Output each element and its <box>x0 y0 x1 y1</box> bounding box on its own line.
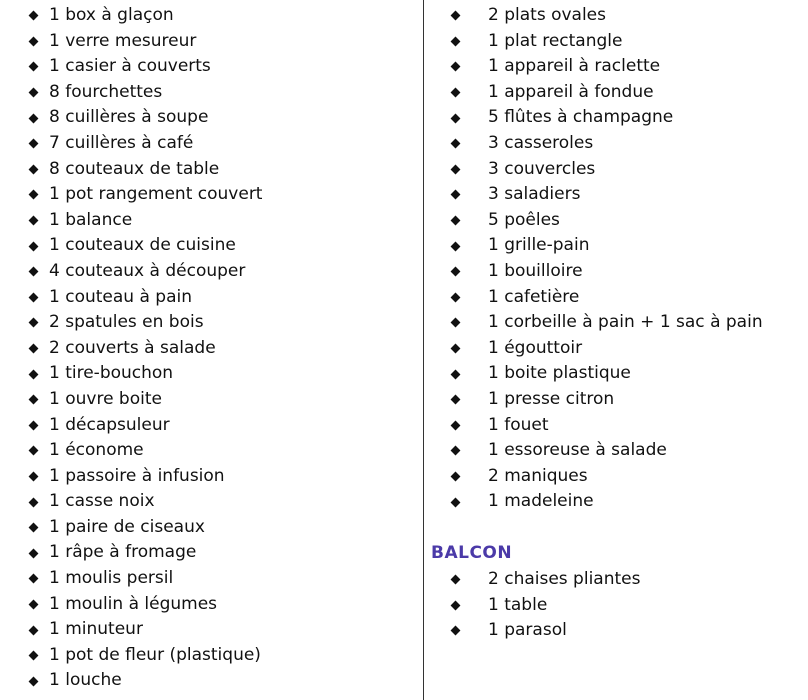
diamond-bullet-icon <box>451 190 461 200</box>
list-item-label: 1 cafetière <box>488 286 580 307</box>
diamond-bullet-icon <box>29 164 39 174</box>
list-item <box>448 593 640 619</box>
list-item <box>448 208 763 234</box>
list-item-label: 1 couteau à pain <box>49 286 192 307</box>
list-item <box>448 233 763 259</box>
list-item-label: 1 pot de fleur (plastique) <box>49 644 261 665</box>
list-item <box>26 182 262 208</box>
diamond-bullet-icon <box>29 318 39 328</box>
diamond-bullet-icon <box>451 626 461 636</box>
list-item <box>448 3 763 29</box>
list-item <box>26 464 262 490</box>
list-item-label: 1 ouvre boite <box>49 388 162 409</box>
list-item <box>448 618 640 644</box>
diamond-bullet-icon <box>451 11 461 21</box>
list-item <box>26 3 262 29</box>
list-item <box>26 489 262 515</box>
list-item <box>26 80 262 106</box>
list-item <box>448 80 763 106</box>
diamond-bullet-icon <box>451 575 461 585</box>
list-item <box>26 668 262 694</box>
list-item <box>448 336 763 362</box>
list-item-label: 7 cuillères à café <box>49 132 194 153</box>
diamond-bullet-icon <box>29 497 39 507</box>
list-item <box>448 105 763 131</box>
list-item <box>26 361 262 387</box>
list-item-label: 3 casseroles <box>488 132 594 153</box>
list-item-label: 2 maniques <box>488 465 588 486</box>
diamond-bullet-icon <box>451 395 461 405</box>
list-item-label: 1 décapsuleur <box>49 414 170 435</box>
list-item <box>448 29 763 55</box>
list-item <box>448 464 763 490</box>
list-item-label: 8 fourchettes <box>49 81 163 102</box>
diamond-bullet-icon <box>451 420 461 430</box>
list-item-label: 1 parasol <box>488 620 567 641</box>
diamond-bullet-icon <box>29 625 39 635</box>
list-item-label: 1 moulis persil <box>49 568 174 589</box>
list-item <box>26 157 262 183</box>
diamond-bullet-icon <box>451 497 461 507</box>
list-item <box>26 643 262 669</box>
list-item-label: 1 boite plastique <box>488 363 631 384</box>
list-item <box>26 515 262 541</box>
list-item-label: 1 paire de ciseaux <box>49 516 205 537</box>
list-item-label: 1 presse citron <box>488 388 615 409</box>
list-item <box>448 182 763 208</box>
diamond-bullet-icon <box>451 164 461 174</box>
list-item-label: 2 plats ovales <box>488 5 606 25</box>
diamond-bullet-icon <box>29 523 39 533</box>
list-item <box>26 208 262 234</box>
list-item-label: 5 poêles <box>488 209 560 230</box>
list-item <box>26 617 262 643</box>
list-item-label: 2 chaises pliantes <box>488 569 641 589</box>
list-item <box>26 413 262 439</box>
diamond-bullet-icon <box>451 446 461 456</box>
list-item-label: 1 balance <box>49 209 133 230</box>
diamond-bullet-icon <box>451 241 461 251</box>
list-item <box>448 131 763 157</box>
list-item <box>448 567 640 593</box>
diamond-bullet-icon <box>451 369 461 379</box>
diamond-bullet-icon <box>29 446 39 456</box>
diamond-bullet-icon <box>451 292 461 302</box>
diamond-bullet-icon <box>29 241 39 251</box>
list-item <box>26 285 262 311</box>
list-item-label: 1 râpe à fromage <box>49 542 197 563</box>
diamond-bullet-icon <box>29 676 39 686</box>
list-item <box>26 131 262 157</box>
list-item-label: 1 appareil à fondue <box>488 81 654 102</box>
list-item-label: 1 casier à couverts <box>49 56 211 77</box>
list-item-label: 1 louche <box>49 670 122 691</box>
list-item-label: 1 madeleine <box>488 491 594 512</box>
list-item-label: 8 cuillères à soupe <box>49 107 209 128</box>
list-item <box>26 259 262 285</box>
left-inventory-list <box>26 3 262 694</box>
list-item-label: 1 passoire à infusion <box>49 465 225 486</box>
diamond-bullet-icon <box>29 600 39 610</box>
list-item-label: 4 couteaux à découper <box>49 260 246 281</box>
list-item-label: 8 couteaux de table <box>49 158 220 179</box>
list-item <box>448 259 763 285</box>
diamond-bullet-icon <box>451 36 461 46</box>
list-item <box>26 566 262 592</box>
diamond-bullet-icon <box>451 267 461 277</box>
diamond-bullet-icon <box>29 62 39 72</box>
list-item <box>26 540 262 566</box>
list-item <box>448 361 763 387</box>
diamond-bullet-icon <box>451 139 461 149</box>
diamond-bullet-icon <box>451 62 461 72</box>
list-item-label: 1 box à glaçon <box>49 5 174 25</box>
list-item <box>448 413 763 439</box>
list-item-label: 1 pot rangement couvert <box>49 184 263 205</box>
right-inventory-list <box>448 3 763 515</box>
list-item <box>26 54 262 80</box>
diamond-bullet-icon <box>29 11 39 21</box>
diamond-bullet-icon <box>451 600 461 610</box>
list-item <box>26 387 262 413</box>
list-item <box>26 105 262 131</box>
list-item <box>448 489 763 515</box>
balcony-inventory-list <box>448 567 640 644</box>
list-item-label: 2 couverts à salade <box>49 337 216 358</box>
list-item <box>448 310 763 336</box>
diamond-bullet-icon <box>29 292 39 302</box>
list-item-label: 1 fouet <box>488 414 549 435</box>
list-item <box>448 438 763 464</box>
list-item <box>448 285 763 311</box>
list-item-label: 1 moulin à légumes <box>49 593 218 614</box>
diamond-bullet-icon <box>29 216 39 226</box>
list-item-label: 1 égouttoir <box>488 337 583 358</box>
list-item-label: 1 casse noix <box>49 491 155 512</box>
list-item <box>448 157 763 183</box>
list-item <box>26 310 262 336</box>
list-item-label: 1 bouilloire <box>488 260 583 281</box>
list-item <box>448 54 763 80</box>
diamond-bullet-icon <box>29 88 39 98</box>
diamond-bullet-icon <box>451 472 461 482</box>
list-item <box>26 592 262 618</box>
diamond-bullet-icon <box>29 344 39 354</box>
diamond-bullet-icon <box>451 113 461 123</box>
diamond-bullet-icon <box>451 344 461 354</box>
list-item-label: 1 couteaux de cuisine <box>49 235 236 256</box>
diamond-bullet-icon <box>29 395 39 405</box>
diamond-bullet-icon <box>29 574 39 584</box>
list-item-label: 1 tire-bouchon <box>49 363 174 384</box>
list-item-label: 3 couvercles <box>488 158 596 179</box>
list-item-label: 1 grille-pain <box>488 235 590 256</box>
list-item-label: 1 essoreuse à salade <box>488 440 667 461</box>
list-item-label: 1 économe <box>49 440 144 461</box>
diamond-bullet-icon <box>451 88 461 98</box>
diamond-bullet-icon <box>29 472 39 482</box>
balcony-heading: BALCON <box>431 543 513 563</box>
diamond-bullet-icon <box>29 36 39 46</box>
diamond-bullet-icon <box>29 420 39 430</box>
list-item-label: 5 flûtes à champagne <box>488 107 674 128</box>
list-item-label: 1 plat rectangle <box>488 30 623 51</box>
diamond-bullet-icon <box>29 651 39 661</box>
list-item-label: 3 saladiers <box>488 184 581 205</box>
list-item <box>26 233 262 259</box>
column-divider <box>423 0 424 700</box>
list-item-label: 2 spatules en bois <box>49 312 204 333</box>
list-item <box>26 336 262 362</box>
list-item-label: 1 corbeille à pain + 1 sac à pain <box>488 312 763 333</box>
diamond-bullet-icon <box>451 216 461 226</box>
list-item <box>448 387 763 413</box>
diamond-bullet-icon <box>29 113 39 123</box>
diamond-bullet-icon <box>29 190 39 200</box>
diamond-bullet-icon <box>29 369 39 379</box>
diamond-bullet-icon <box>29 548 39 558</box>
list-item-label: 1 verre mesureur <box>49 30 197 51</box>
diamond-bullet-icon <box>29 139 39 149</box>
list-item-label: 1 appareil à raclette <box>488 56 661 77</box>
list-item-label: 1 table <box>488 594 548 615</box>
list-item <box>26 438 262 464</box>
diamond-bullet-icon <box>29 267 39 277</box>
diamond-bullet-icon <box>451 318 461 328</box>
list-item <box>26 29 262 55</box>
list-item-label: 1 minuteur <box>49 619 143 640</box>
